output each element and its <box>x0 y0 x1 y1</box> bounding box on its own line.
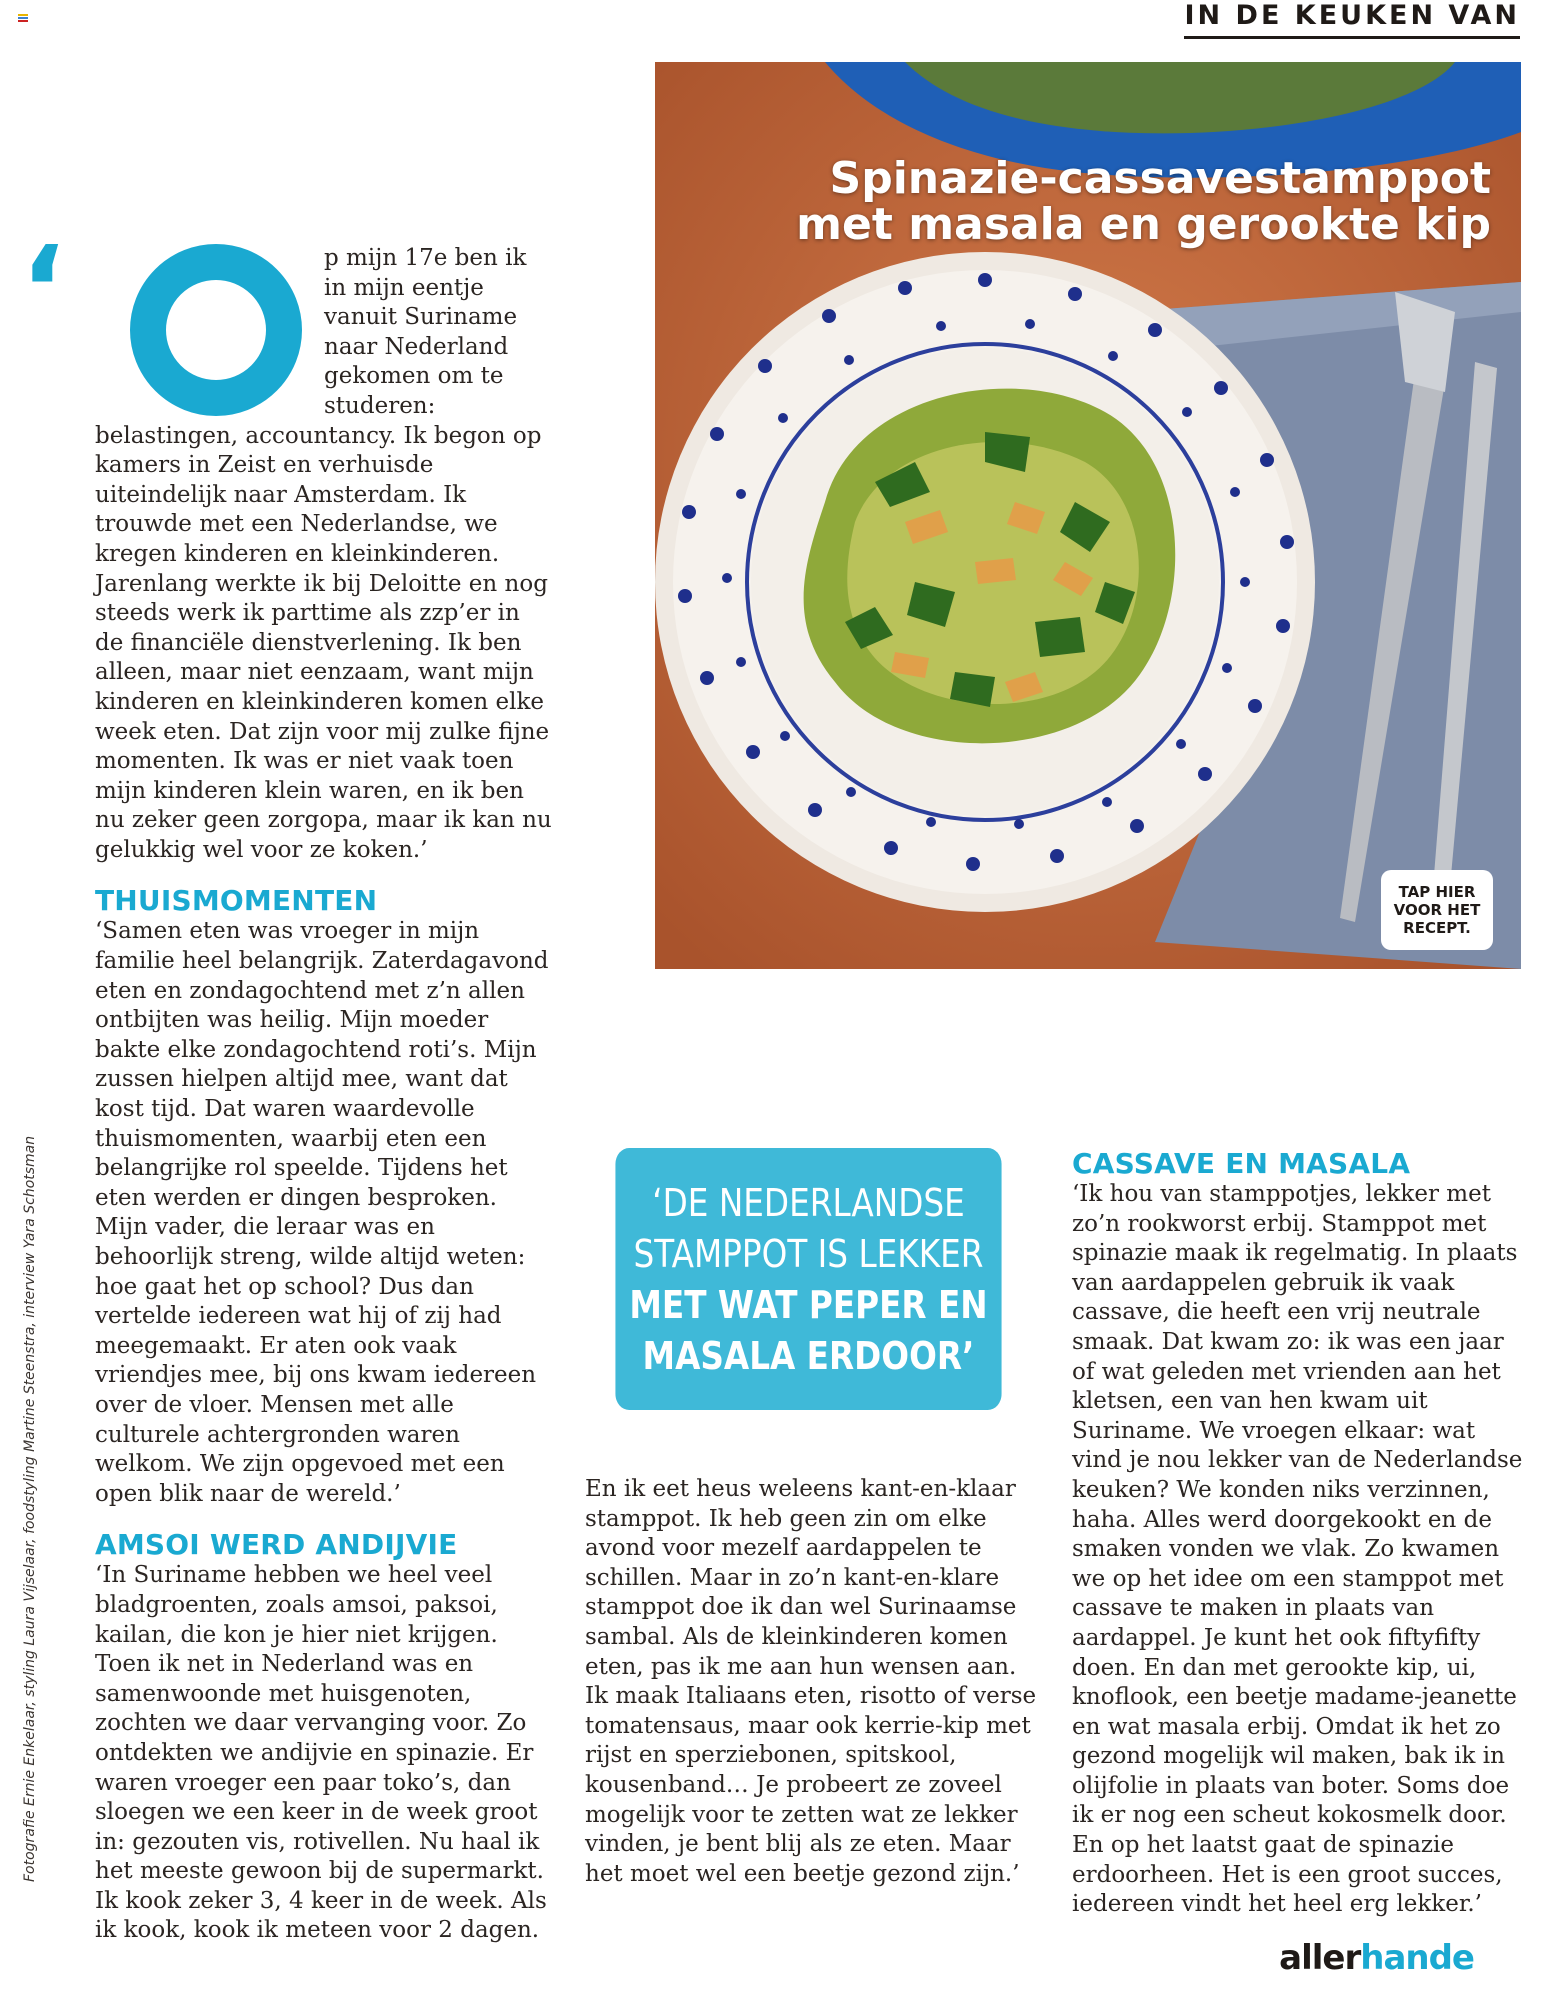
intro-text: in mijn eentje vanuit Suriname naar Nederland gekomen om te studeren: belastingen, accountancy. Ik begon op kamers in Zeist en verhuisde uiteindelijk naar Amsterdam. Ik trouwde met een Nederlandse, we kregen kinderen en kleinkinderen. Jarenlang werkte ik bij Deloitte en nog steeds werk ik parttime als zzp’er in de financiële dienstverlening. Ik ben alleen, maar niet eenzaam, want mijn kinderen en kleinkinderen komen elke week eten. Dat zijn voor mij zulke fijne momenten. Ik was er niet vaak toen mijn kinderen klein waren, en ik ben nu zeker geen zorgopa, maar ik kan nu gelukkig wel voor ze koken.’ <box>95 274 552 863</box>
drop-cap-o <box>130 244 302 416</box>
column-left <box>95 244 555 1946</box>
recipe-title-line1: Spinazie-cassavestamppot <box>829 153 1491 204</box>
intro-first-line: p mijn 17e ben ik <box>324 245 527 271</box>
opening-quote-mark: ‘ <box>20 222 66 361</box>
logo-part-aller: aller <box>1279 1938 1361 1978</box>
section-label: IN DE KEUKEN VAN <box>1184 0 1520 39</box>
pull-quote-line4: MASALA ERDOOR’ <box>642 1334 975 1378</box>
paragraph-kant-en-klaar: En ik eet heus weleens kant-en-klaar stamppot. Ik heb geen zin om elke avond voor mezelf aardappelen te schillen. Maar in zo’n kant-en-klare stamppot doe ik dan wel Surinaamse sambal. Als de kleinkinderen komen eten, pas ik me aan hun wensen aan. Ik maak Italiaans eten, risotto of verse tomatensaus, maar ook kerrie-kip met rijst en sperziebonen, spitskool, kousenband… Je probeert ze zoveel mogelijk voor te zetten wat ze lekker vinden, je bent blij als ze eten. Maar het moet wel een beetje gezond zijn.’ <box>585 1476 1037 1887</box>
column-middle <box>585 1475 1045 1889</box>
pull-quote <box>615 1148 1001 1410</box>
recipe-photo <box>655 62 1521 969</box>
pull-quote-line1: ‘DE NEDERLANDSE <box>652 1181 965 1225</box>
tap-for-recipe-button[interactable]: TAP HIER VOOR HET RECEPT. <box>1381 870 1493 950</box>
column-right <box>1072 1148 1532 1920</box>
allerhande-logo[interactable] <box>1279 1938 1474 1978</box>
recipe-title <box>655 153 1491 250</box>
pull-quote-line3: MET WAT PEPER EN <box>629 1283 988 1327</box>
heading-thuismomenten: THUISMOMENTEN <box>95 884 378 918</box>
heading-amsoi-werd-andijvie: AMSOI WERD ANDIJVIE <box>95 1528 458 1562</box>
menu-icon[interactable] <box>18 14 28 22</box>
pull-quote-line2: STAMPPOT IS LEKKER <box>633 1232 984 1276</box>
recipe-title-line2: met masala en gerookte kip <box>796 199 1491 250</box>
paragraph-thuismomenten: ‘Samen eten was vroeger in mijn familie heel belangrijk. Zaterdagavond eten en zondagochtend met z’n allen ontbijten was heilig. Mijn moeder bakte elke zondagochtend roti’s. Mijn zussen hielpen altijd mee, want dat kost tijd. Dat waren waardevolle thuismomenten, waarbij eten een belangrijke rol speelde. Tijdens het eten werden er dingen besproken. Mijn vader, die leraar was en behoorlijk streng, wilde altijd weten: hoe gaat het op school? Dus dan vertelde iedereen wat hij of zij had meegemaakt. Er aten ook vaak vriendjes mee, bij ons kwam iedereen over de vloer. Mensen met alle culturele achtergronden waren welkom. We zijn opgevoed met een open blik naar de wereld.’ <box>95 918 549 1507</box>
photo-credits: Fotografie Ernie Enkelaar, styling Laura Vijselaar, foodstyling Martine Steenstra, interview Yara Schotsman <box>22 1135 38 1882</box>
heading-cassave-en-masala: CASSAVE EN MASALA <box>1072 1147 1411 1180</box>
paragraph-amsoi-werd-andijvie: ‘In Suriname hebben we heel veel bladgroenten, zoals amsoi, paksoi, kailan, die kon je hier niet krijgen. Toen ik net in Nederland was en samenwoonde met huisgenoten, zochten we daar vervanging voor. Zo ontdekten we andijvie en spinazie. Er waren vroeger een paar toko’s, dan sloegen we een keer in de week groot in: gezouten vis, rotivellen. Nu haal ik het meeste gewoon bij de supermarkt. Ik kook zeker 3, 4 keer in de week. Als ik kook, kook ik meteen voor 2 dagen. <box>95 1562 547 1944</box>
paragraph-cassave-en-masala: ‘Ik hou van stamppotjes, lekker met zo’n rookworst erbij. Stamppot met spinazie maak ik regelmatig. In plaats van aardappelen gebruik ik vaak cassave, die heeft een vrij neutrale smaak. Dat kwam zo: ik was een jaar of wat geleden met vrienden aan het kletsen, een van hen kwam uit Suriname. We vroegen elkaar: wat vind je nou lekker van de Nederlandse keuken? We konden niks verzinnen, haha. Alles werd doorgekookt en de smaken vonden we vlak. Zo kwamen we op het idee om een stamppot met cassave te maken in plaats van aardappel. Je kunt het ook fiftyfifty doen. En dan met gerookte kip, ui, knoflook, een beetje madame-jeanette en wat masala erbij. Omdat ik het zo gezond mogelijk wil maken, bak ik in olijfolie in plaats van boter. Soms doe ik er nog een scheut kokosmelk door. En op het laatst gaat de spinazie erdoorheen. Het is een groot succes, iedereen vindt het heel erg lekker.’ <box>1072 1181 1523 1918</box>
logo-part-hande: hande <box>1360 1938 1474 1978</box>
